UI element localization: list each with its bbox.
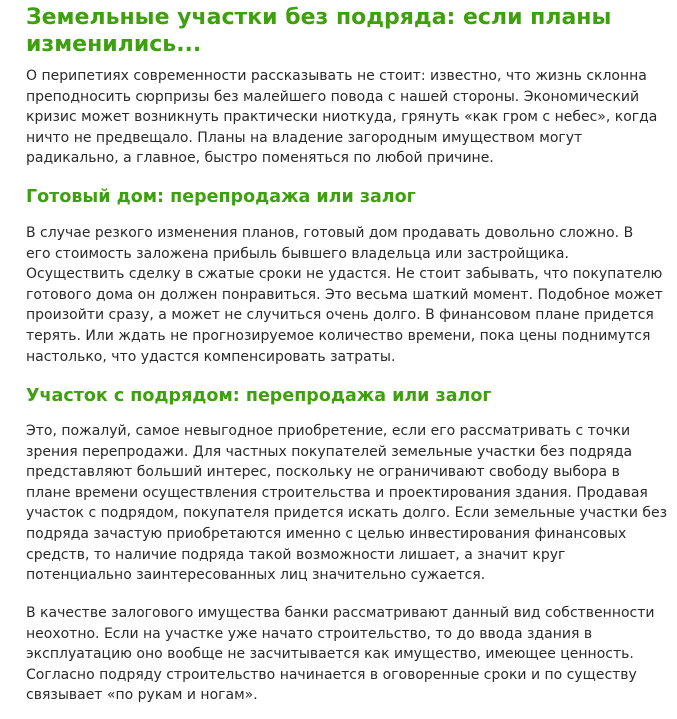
text-line: его стоимость заложена прибыль бывшего владельца или застройщика. <box>26 245 569 262</box>
title-line: изменились... <box>26 32 202 57</box>
section-heading-ready-house: Готовый дом: перепродажа или залог <box>26 187 416 207</box>
section-heading-plot-with-contract: Участок с подрядом: перепродажа или залог <box>26 386 492 406</box>
section-paragraph-resale <box>26 421 670 586</box>
text-line: средств, то наличие подряда такой возможности лишает, а значит круг <box>26 546 566 563</box>
text-line: В качестве залогового имущества банки рассматривают данный вид собственности <box>26 605 655 621</box>
section-paragraph-collateral <box>26 603 670 706</box>
text-line: представляют больший интерес, поскольку не ограничивают свободу выбора в <box>26 464 620 481</box>
text-line: подряда зачастую приобретаются именно с целью инвестирования финансовых <box>26 525 627 542</box>
text-line: зрения перепродажи. Для частных покупателей земельные участки без подряда <box>26 443 633 460</box>
text-line: кризис может возникнуть практически ниоткуда, грянуть «как гром с небес», когда <box>26 109 658 126</box>
text-line: плане времени осуществления строительства и проектирования здания. Продавая <box>26 484 648 501</box>
text-line: потенциально заинтересованных лиц значительно сужается. <box>26 567 486 584</box>
text-line: Это, пожалуй, самое невыгодное приобретение, если его рассматривать с точки <box>26 423 631 439</box>
text-line: Осуществить сделку в сжатые сроки не удастся. Не стоит забывать, что покупателю <box>26 266 663 283</box>
text-line: эксплуатацию оно вообще не засчитывается как имущество, имеющее ценность. <box>26 646 634 663</box>
text-line: связывает «по рукам и ногам». <box>26 687 258 704</box>
text-line: преподносить сюрпризы без малейшего повода с нашей стороны. Экономический <box>26 88 640 105</box>
text-line: терять. Или ждать не прогнозируемое количество времени, пока цены поднимутся <box>26 327 651 344</box>
text-line: неохотно. Если на участке уже начато строительство, то до ввода здания в <box>26 625 593 642</box>
article-title <box>26 4 666 58</box>
text-line: О перипетиях современности рассказывать не стоит: известно, что жизнь склонна <box>26 68 647 84</box>
text-line: В случае резкого изменения планов, готовый дом продавать довольно сложно. В <box>26 225 634 241</box>
text-line: участок с подрядом, покупателя придется искать долго. Если земельные участки без <box>26 505 668 522</box>
intro-paragraph <box>26 66 670 169</box>
text-line: готового дома он должен понравиться. Это весьма шаткий момент. Подобное может <box>26 286 663 303</box>
text-line: ничто не предвещало. Планы на владение загородным имуществом могут <box>26 129 583 146</box>
text-line: радикально, а главное, быстро поменяться по любой причине. <box>26 150 494 167</box>
text-line: Согласно подряду строительство начинается в оговоренные сроки и по существу <box>26 666 637 683</box>
section-paragraph-ready-house <box>26 223 670 367</box>
text-line: произойти сразу, а может не случиться очень долго. В финансовом плане придется <box>26 307 654 324</box>
text-line: настолько, что удастся компенсировать затраты. <box>26 348 396 365</box>
title-line: Земельные участки без подряда: если планы <box>26 5 612 30</box>
